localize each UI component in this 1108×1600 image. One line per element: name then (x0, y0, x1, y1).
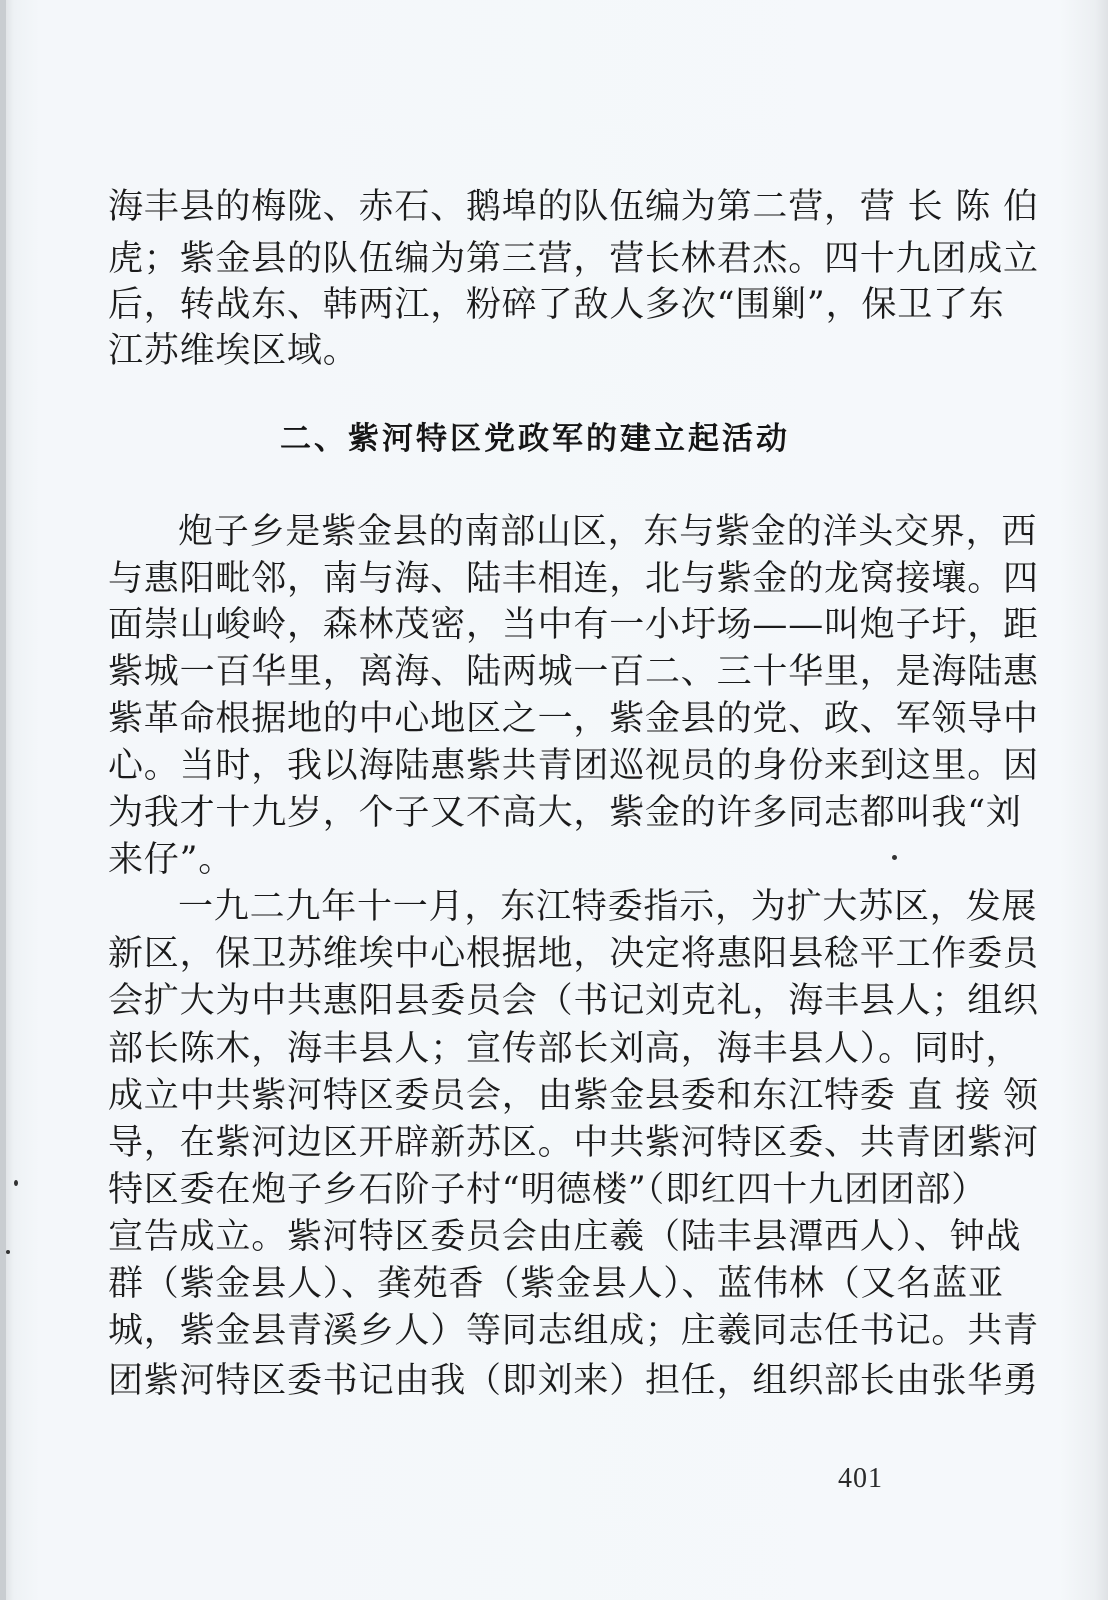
scan-speck (14, 1180, 18, 1186)
text-line: 来仔”。 (108, 840, 235, 880)
text-line: 紫城一百华里，离海、陆两城一百二、三十华里，是海陆惠 (108, 652, 1039, 692)
text-line: 会扩大为中共惠阳县委员会（书记刘克礼，海丰县人；组织 (108, 981, 1039, 1021)
text-line: 海丰县的梅陇、赤石、鹅埠的队伍编为第二营，营 长 陈 伯 (108, 187, 1039, 227)
text-line: 虎；紫金县的队伍编为第三营，营长林君杰。四十九团成立 (108, 239, 1039, 279)
text-line: 成立中共紫河特区委员会，由紫金县委和东江特委 直 接 领 (108, 1076, 1039, 1116)
text-line: 新区，保卫苏维埃中心根据地，决定将惠阳县稔平工作委员 (108, 934, 1039, 974)
text-line: 一九二九年十一月，东江特委指示，为扩大苏区，发展 (178, 887, 1038, 927)
text-line: 后，转战东、韩两江，粉碎了敌人多次“围剿”，保卫了东 (108, 285, 1005, 325)
section-heading: 二、紫河特区党政军的建立起活动 (280, 421, 790, 457)
scan-speck (6, 1250, 10, 1254)
text-line: 与惠阳毗邻，南与海、陆丰相连，北与紫金的龙窝接壤。四 (108, 559, 1039, 599)
text-line: 紫革命根据地的中心地区之一，紫金县的党、政、军领导中 (108, 699, 1039, 739)
text-line: 导，在紫河边区开辟新苏区。中共紫河特区委、共青团紫河 (108, 1123, 1039, 1163)
text-line: 部长陈木，海丰县人；宣传部长刘高，海丰县人）。同时， (108, 1029, 1022, 1069)
scan-speck (892, 855, 897, 860)
text-line: 面崇山峻岭，森林茂密，当中有一小圩场——叫炮子圩，距 (108, 605, 1039, 645)
text-line: 为我才十九岁，个子又不高大，紫金的许多同志都叫我“刘 (108, 793, 1022, 833)
text-line: 群（紫金县人）、龚苑香（紫金县人）、蓝伟林（又名蓝亚 (108, 1264, 1004, 1304)
text-line: 宣告成立。紫河特区委员会由庄羲（陆丰县潭西人）、钟战 (108, 1217, 1022, 1257)
text-line: 团紫河特区委书记由我（即刘来）担任，组织部长由张华勇 (108, 1361, 1039, 1401)
text-line: 江苏维埃区域。 (108, 331, 359, 371)
text-line: 心。当时，我以海陆惠紫共青团巡视员的身份来到这里。因 (108, 746, 1039, 786)
text-line: 炮子乡是紫金县的南部山区，东与紫金的洋头交界，西 (178, 512, 1038, 552)
page-number: 401 (838, 1463, 883, 1494)
page-binding-edge (0, 0, 6, 1600)
text-line: 特区委在炮子乡石阶子村“明德楼”（即红四十九团团部） (108, 1170, 988, 1210)
text-line: 城，紫金县青溪乡人）等同志组成；庄羲同志任书记。共青 (108, 1311, 1039, 1351)
